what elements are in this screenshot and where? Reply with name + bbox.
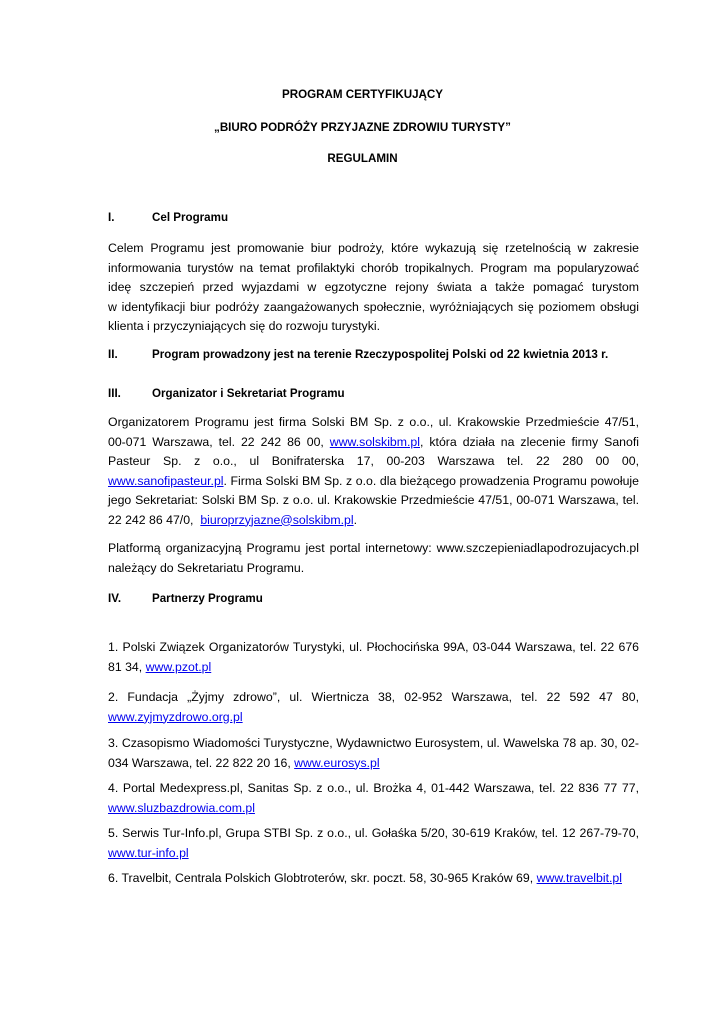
partner-item [108, 869, 639, 889]
section-heading-4 [108, 592, 263, 605]
text-line: Celem Programu jest promowanie biur podroży, które wykazują się rzetelnością w zakresie [108, 241, 639, 255]
text-line [108, 658, 639, 678]
text-line: 5. Serwis Tur-Info.pl, Grupa STBI Sp. z o.o., ul. Gołaśka 5/20, 30-619 Kraków, tel. 12 267-79-70, [108, 826, 639, 840]
text-fragment: 00-071 Warszawa, tel. 22 242 86 00, [108, 434, 324, 449]
text-line [108, 799, 639, 819]
text-line: Platformą organizacyjną Programu jest portal internetowy: www.szczepieniadlapodrozujacych.pl [108, 541, 639, 555]
text-line: Pasteur Sp. z o.o., ul Bonifraterska 17, 00-203 Warszawa tel. 22 280 00 00, [108, 454, 639, 468]
text-line [108, 511, 639, 531]
solskibm-link[interactable]: www.solskibm.pl [329, 434, 420, 449]
text-line [108, 472, 639, 492]
partner-link[interactable]: www.eurosys.pl [294, 755, 380, 770]
text-line: należący do Sekretariatu Programu. [108, 560, 305, 575]
partner-link[interactable]: www.sluzbazdrowia.com.pl [108, 800, 255, 815]
section-number: II. [108, 348, 118, 361]
text-fragment: 22 242 86 47/0, [108, 512, 194, 527]
section-number: III. [108, 387, 121, 400]
text-fragment: 034 Warszawa, tel. 22 822 20 16, [108, 755, 291, 770]
paragraph-cel [108, 239, 639, 337]
section-title: Organizator i Sekretariat Programu [152, 387, 345, 400]
text-line [108, 844, 639, 864]
text-line [108, 708, 639, 728]
partner-link[interactable]: www.travelbit.pl [536, 871, 622, 885]
partner-link[interactable]: www.pzot.pl [145, 659, 212, 674]
partner-item [108, 734, 639, 773]
section-heading-3 [108, 387, 345, 400]
text-line: informowania turystów na temat profilaktyki chorób tropikalnych. Program ma popularyzować [108, 260, 639, 275]
partner-item [108, 688, 639, 727]
text-line: ideę szczepień przed wyjazdami w egzotyczne rejony świata a także pomagać turystom [108, 280, 639, 294]
partner-item [108, 824, 639, 863]
text-line [108, 869, 639, 889]
text-line [108, 754, 639, 774]
section-number: I. [108, 211, 115, 224]
paragraph-platforma [108, 539, 639, 578]
text-fragment: , która działa na zlecenie firmy Sanofi [420, 434, 639, 449]
section-number: IV. [108, 592, 122, 605]
sanofipasteur-link[interactable]: www.sanofipasteur.pl [108, 473, 224, 488]
text-line: 3. Czasopismo Wiadomości Turystyczne, Wydawnictwo Eurosystem, ul. Wawelska 78 ap. 30, 02- [108, 736, 639, 750]
text-fragment: 81 34, [108, 659, 143, 674]
text-line: Organizatorem Programu jest firma Solski BM Sp. z o.o., ul. Krakowskie Przedmieście 47/51, [108, 415, 639, 429]
partner-item [108, 779, 639, 818]
title-program: PROGRAM CERTYFIKUJĄCY [281, 88, 444, 101]
section-title: Program prowadzony jest na terenie Rzeczypospolitej Polski od 22 kwietnia 2013 r. [152, 348, 609, 361]
text-fragment: . Firma Solski BM Sp. z o.o. dla bieżącego prowadzenia Programu powołuje [223, 473, 639, 488]
partner-item [108, 638, 639, 677]
section-title: Partnerzy Programu [152, 592, 263, 605]
text-line [108, 433, 639, 453]
section-heading-1 [108, 211, 228, 224]
text-line: jego Sekretariat: Solski BM Sp. z o.o. ul. Krakowskie Przedmieście 47/51, 00-071 Warszawa, tel. [108, 493, 639, 507]
partner-link[interactable]: www.zyjmyzdrowo.org.pl [108, 709, 243, 724]
text-line: klienta i przyczyniających się do rozwoju turystyki. [108, 319, 380, 333]
email-link[interactable]: biuroprzyjazne@solskibm.pl [200, 512, 354, 527]
text-fragment: 6. Travelbit, Centrala Polskich Globtroterów, skr. poczt. 58, 30-965 Kraków 69, [108, 871, 534, 885]
section-heading-2 [108, 348, 608, 361]
text-fragment: . [353, 512, 358, 527]
paragraph-organizator [108, 413, 639, 530]
text-line: 4. Portal Medexpress.pl, Sanitas Sp. z o.o., ul. Brożka 4, 01-442 Warszawa, tel. 22 836 77 77, [108, 781, 639, 795]
text-line: 1. Polski Związek Organizatorów Turystyki, ul. Płochocińska 99A, 03-044 Warszawa, tel. 22 676 [108, 640, 639, 654]
text-line: 2. Fundacja „Żyjmy zdrowo”, ul. Wiertnicza 38, 02-952 Warszawa, tel. 22 592 47 80, [108, 690, 639, 704]
title-regulamin: REGULAMIN [327, 152, 398, 165]
section-title: Cel Programu [152, 211, 229, 224]
title-biuro: „BIURO PODRÓŻY PRZYJAZNE ZDROWIU TURYSTY” [214, 121, 511, 134]
text-line: w identyfikacji biur podróży zaangażowanych społecznie, wyróżniających się poziomem obsługi [108, 299, 639, 314]
partner-link[interactable]: www.tur-info.pl [108, 845, 189, 860]
